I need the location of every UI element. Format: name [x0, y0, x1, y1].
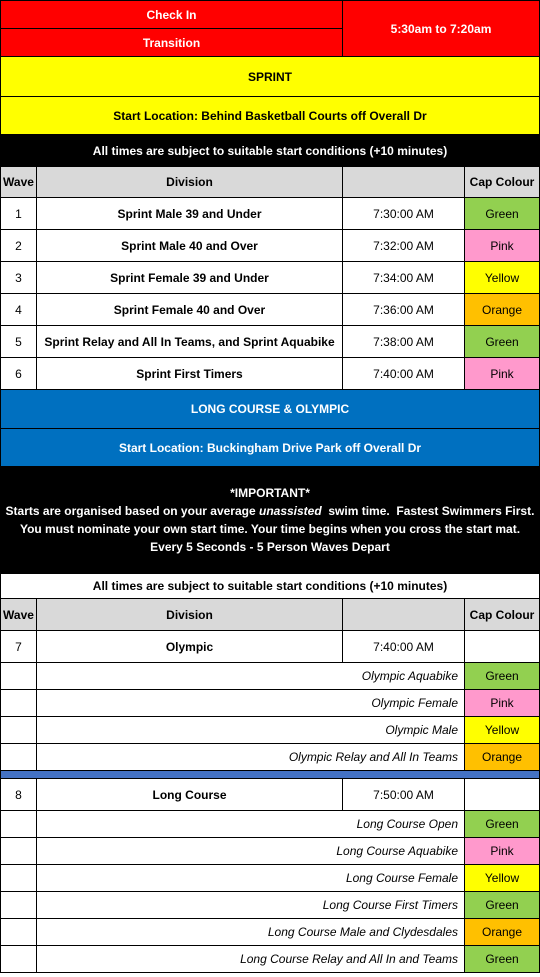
sub-division-row	[0, 865, 540, 892]
sprint-column-header	[0, 167, 540, 198]
start-time: 7:40:00 AM	[343, 358, 465, 389]
long-title-row	[0, 390, 540, 429]
wave-number: 5	[1, 326, 37, 357]
sub-division-row	[0, 946, 540, 973]
sprint-title: SPRINT	[247, 69, 292, 84]
notice-unassisted: unassisted	[258, 504, 322, 518]
sub-division-row	[0, 717, 540, 744]
division-name: Sprint Female 39 and Under	[37, 262, 343, 293]
sub-division-name: Olympic Male	[37, 717, 465, 743]
wave-number-empty	[1, 946, 37, 972]
cap-colour: Yellow	[465, 717, 539, 743]
notice-line-2: You must nominate your own start time. Your time begins when you cross the start mat.	[19, 522, 521, 536]
division-name: Sprint Male 40 and Over	[37, 230, 343, 261]
cap-colour-empty	[465, 779, 539, 810]
notice-line-1	[6, 502, 535, 520]
sprint-title-row	[0, 57, 540, 97]
table-row	[0, 358, 540, 390]
cap-colour: Pink	[465, 838, 539, 864]
start-time: 7:38:00 AM	[343, 326, 465, 357]
sub-division-name: Long Course Male and Clydesdales	[37, 919, 465, 945]
wave-group-row	[0, 779, 540, 811]
cap-colour: Pink	[465, 230, 539, 261]
sprint-wave-rows	[0, 198, 540, 390]
long-conditions-row	[0, 574, 540, 599]
cap-colour-empty	[465, 631, 539, 662]
division-name: Sprint Female 40 and Over	[37, 294, 343, 325]
wave-column-header: Wave	[1, 167, 37, 197]
olympic-wave-block	[0, 631, 540, 771]
start-time: 7:34:00 AM	[343, 262, 465, 293]
wave-number: 6	[1, 358, 37, 389]
table-row	[0, 294, 540, 326]
sprint-conditions-row	[0, 135, 540, 167]
wave-number-empty	[1, 663, 37, 689]
table-row	[0, 198, 540, 230]
sub-division-row	[0, 663, 540, 690]
sub-division-name: Long Course Aquabike	[37, 838, 465, 864]
cap-colour: Orange	[465, 294, 539, 325]
cap-colour: Green	[465, 326, 539, 357]
division-name: Olympic	[37, 631, 343, 662]
cap-colour: Green	[465, 663, 539, 689]
wave-number-empty	[1, 919, 37, 945]
wave-number-empty	[1, 717, 37, 743]
long-location: Start Location: Buckingham Drive Park off Overall Dr	[118, 440, 422, 455]
wave-number-empty	[1, 744, 37, 770]
notice-line-1-start: Starts are organised based on your average	[5, 504, 259, 518]
cap-colour: Pink	[465, 358, 539, 389]
sub-division-row	[0, 838, 540, 865]
sub-division-row	[0, 892, 540, 919]
sprint-location: Start Location: Behind Basketball Courts off Overall Dr	[113, 108, 427, 123]
wave-number-empty	[1, 838, 37, 864]
sprint-location-row	[0, 97, 540, 135]
sub-division-row	[0, 811, 540, 838]
division-column-header: Division	[37, 167, 343, 197]
cap-colour: Green	[465, 892, 539, 918]
division-column-header: Division	[37, 599, 343, 630]
cap-colour: Yellow	[465, 262, 539, 293]
section-separator	[0, 771, 540, 779]
start-time: 7:50:00 AM	[343, 779, 465, 810]
wave-number: 8	[1, 779, 37, 810]
long-conditions: All times are subject to suitable start conditions (+10 minutes)	[92, 579, 448, 593]
checkin-time-range: 5:30am to 7:20am	[390, 21, 492, 36]
start-time: 7:36:00 AM	[343, 294, 465, 325]
header-labels	[1, 1, 343, 56]
sub-division-name: Olympic Relay and All In Teams	[37, 744, 465, 770]
sub-division-name: Long Course Relay and All In and Teams	[37, 946, 465, 972]
division-name: Sprint Relay and All In Teams, and Sprint Aquabike	[37, 326, 343, 357]
wave-number: 1	[1, 198, 37, 229]
notice-line-1-end: swim time. Fastest Swimmers First.	[321, 504, 535, 518]
wave-number: 7	[1, 631, 37, 662]
wave-group-row	[0, 631, 540, 663]
check-in-label: Check In	[1, 1, 342, 29]
wave-number-empty	[1, 811, 37, 837]
notice-heading: *IMPORTANT*	[230, 486, 310, 500]
division-name: Sprint Male 39 and Under	[37, 198, 343, 229]
cap-colour: Pink	[465, 690, 539, 716]
sub-division-name: Olympic Aquabike	[37, 663, 465, 689]
sub-division-name: Olympic Female	[37, 690, 465, 716]
cap-colour: Orange	[465, 919, 539, 945]
sub-division-name: Long Course Female	[37, 865, 465, 891]
sprint-conditions: All times are subject to suitable start conditions (+10 minutes)	[92, 143, 448, 158]
start-time: 7:40:00 AM	[343, 631, 465, 662]
table-row	[0, 326, 540, 358]
notice-line-3: Every 5 Seconds - 5 Person Waves Depart	[150, 540, 390, 554]
sub-division-row	[0, 919, 540, 946]
sub-division-name: Long Course First Timers	[37, 892, 465, 918]
wave-number-empty	[1, 690, 37, 716]
header-block	[0, 0, 540, 57]
sub-division-name: Long Course Open	[37, 811, 465, 837]
important-notice	[1, 467, 539, 573]
cap-colour: Green	[465, 946, 539, 972]
cap-colour-column-header: Cap Colour	[469, 175, 535, 189]
time-column-header	[343, 167, 465, 197]
start-time: 7:32:00 AM	[343, 230, 465, 261]
cap-colour-column-header: Cap Colour	[469, 607, 535, 622]
cap-colour: Green	[465, 198, 539, 229]
transition-label: Transition	[142, 35, 201, 50]
table-row	[0, 230, 540, 262]
cap-colour: Yellow	[465, 865, 539, 891]
sub-division-row	[0, 744, 540, 771]
long-course-olympic-title: LONG COURSE & OLYMPIC	[190, 402, 350, 416]
start-time: 7:30:00 AM	[343, 198, 465, 229]
division-name: Sprint First Timers	[37, 358, 343, 389]
table-row	[0, 262, 540, 294]
wave-number: 4	[1, 294, 37, 325]
division-name: Long Course	[37, 779, 343, 810]
time-column-header	[343, 599, 465, 630]
wave-number: 2	[1, 230, 37, 261]
long-column-header	[0, 599, 540, 631]
wave-number: 3	[1, 262, 37, 293]
important-notice-row	[0, 467, 540, 574]
wave-number-empty	[1, 892, 37, 918]
wave-number-empty	[1, 865, 37, 891]
long-location-row	[0, 429, 540, 467]
sub-division-row	[0, 690, 540, 717]
cap-colour: Green	[465, 811, 539, 837]
long-course-wave-block	[0, 779, 540, 973]
cap-colour: Orange	[465, 744, 539, 770]
wave-column-header: Wave	[1, 599, 37, 630]
